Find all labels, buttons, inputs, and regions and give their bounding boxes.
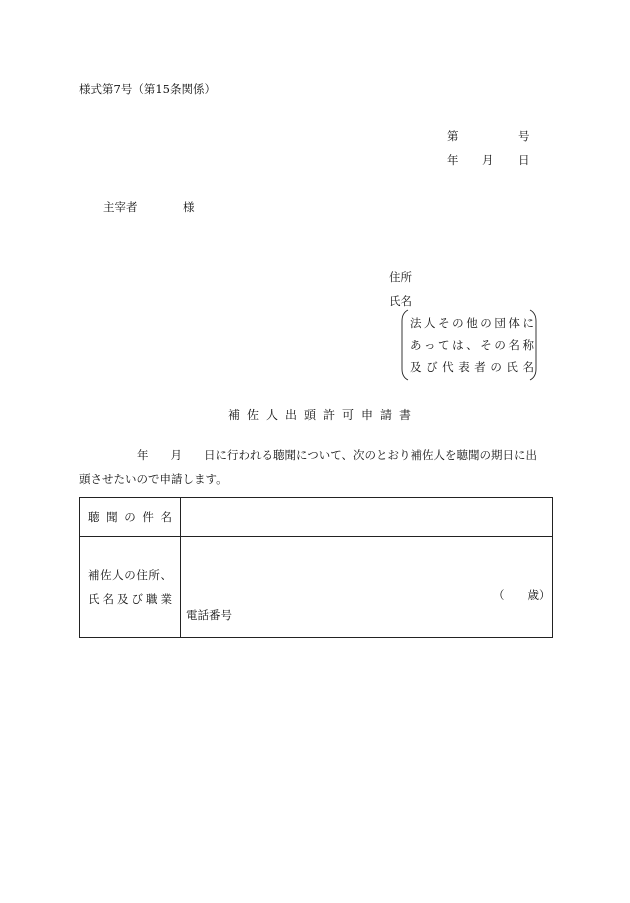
assistant-info-label-cell [80,537,181,638]
corporate-note-line-1: 法人その他の団体に [410,316,534,330]
body-month-label: 月 [170,448,182,462]
hearing-subject-label-cell [80,498,181,537]
addressee-name: 主宰者 [103,200,138,214]
addressee-honorific: 様 [183,200,195,214]
phone-number-label: 電話番号 [186,608,232,622]
corporate-note-line-2: あっては、その名称 [410,338,534,352]
table-row-assistant-info [80,537,553,638]
applicant-name-label: 氏名 [389,294,412,308]
applicant-address-label: 住所 [389,270,412,284]
application-body [79,443,555,491]
form-number: 様式第7号（第15条関係） [79,82,216,96]
assistant-info-label-line-1: 補佐人の住所、 [88,568,172,582]
body-line-2: 頭させたいので申請します。 [79,472,228,486]
body-line-1 [79,443,555,467]
body-year-label: 年 [137,448,149,462]
corporate-note-bracket [401,309,537,381]
age-placeholder: （ 歳） [493,588,551,602]
date-month-label: 月 [482,153,494,167]
document-number-label: 第 [447,129,459,143]
corporate-note-line-3: 及び代表者の氏名 [410,360,534,374]
table-row-hearing-subject [80,498,553,537]
assistant-info-field[interactable] [181,537,553,638]
body-line-1-text: 日に行われる聴聞について、次のとおり補佐人を聴聞の期日に出 [204,448,538,462]
document-number-suffix: 号 [518,129,530,143]
date-day-label: 日 [518,153,530,167]
assistant-info-label-line-2: 氏名及び職業 [88,592,172,606]
hearing-subject-label: 聴聞の件名 [88,510,172,524]
date-year-label: 年 [447,153,459,167]
document-title: 補佐人出頭許可申請書 [228,408,419,422]
hearing-subject-field[interactable] [181,498,553,537]
application-table [79,497,553,638]
